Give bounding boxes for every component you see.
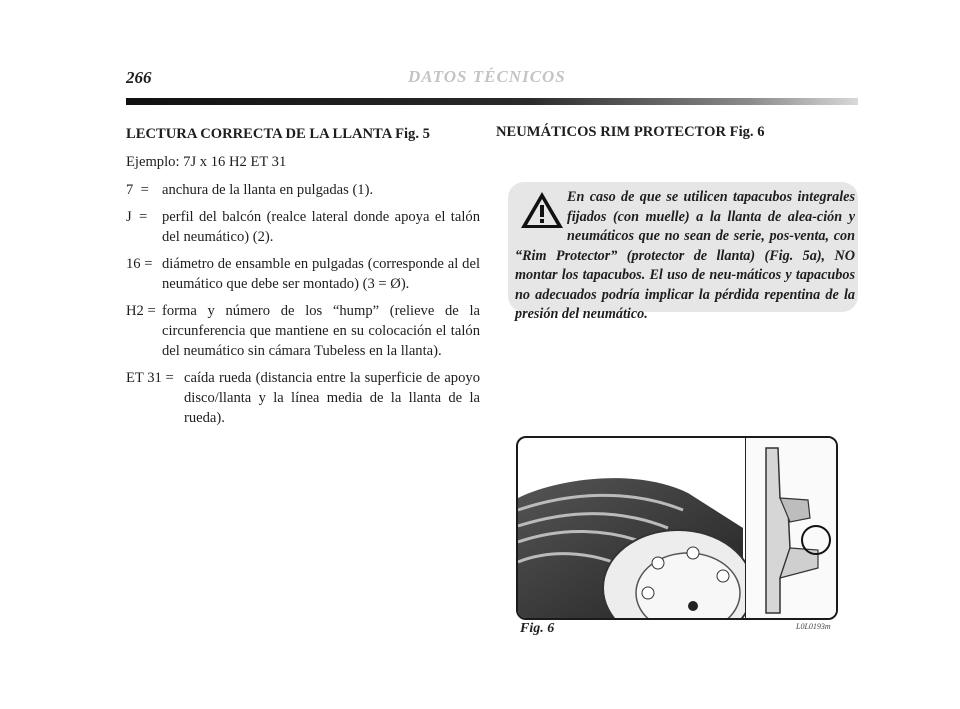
- definition-item: [126, 301, 480, 361]
- definition-desc: caída rueda (distancia entre la superficie de apoyo disco/llanta y la línea media de la llanta de la rueda).: [184, 370, 480, 426]
- definition-item: [126, 180, 480, 200]
- definition-desc: anchura de la llanta en pulgadas (1).: [162, 182, 374, 198]
- definition-item: [126, 207, 480, 247]
- definition-term: 16 =: [126, 256, 157, 272]
- warning-box: [508, 182, 858, 322]
- definition-desc: forma y número de los “hump” (relieve de la circunferencia que mantiene en su colocación el talón del neumático sin cámara Tubeless en la llanta).: [162, 303, 480, 359]
- example-line: Ejemplo: 7J x 16 H2 ET 31: [126, 154, 287, 170]
- definition-term: H2 =: [126, 303, 160, 319]
- definition-item: [126, 254, 480, 294]
- figure-6: [516, 436, 838, 620]
- left-column: [126, 124, 480, 435]
- definition-term: ET 31 =: [126, 370, 178, 386]
- tire-illustration: [518, 438, 836, 618]
- header-rule: [126, 98, 858, 105]
- warning-text: En caso de que se utilicen tapacubos integrales fijados (con muelle) a la llanta de alea-ción y neumáticos que no sean de serie, pos-venta, con “Rim Protector” (protector de llanta) (Fig. 5a), NO montar los tapacubos. El uso de neu-máticos y tapacubos no adecuados podría implicar la pérdida repentina de la presión del neumático.: [515, 189, 855, 322]
- definition-desc: diámetro de ensamble en pulgadas (corresponde al del neumático que debe ser montado) (3 = Ø).: [162, 256, 480, 292]
- figure-code: L0L0193m: [796, 622, 831, 631]
- definition-desc: perfil del balcón (realce lateral donde apoya el talón del neumático) (2).: [162, 209, 480, 245]
- page-number: 266: [126, 68, 152, 87]
- definition-item: [126, 368, 480, 428]
- right-section-title: NEUMÁTICOS RIM PROTECTOR Fig. 6: [496, 124, 765, 140]
- definition-term: 7 =: [126, 182, 153, 198]
- section-title: LECTURA CORRECTA DE LA LLANTA Fig. 5: [126, 126, 430, 142]
- header-title: DATOS TÉCNICOS: [408, 67, 566, 86]
- figure-caption: Fig. 6: [520, 621, 555, 636]
- definition-term: J =: [126, 209, 151, 225]
